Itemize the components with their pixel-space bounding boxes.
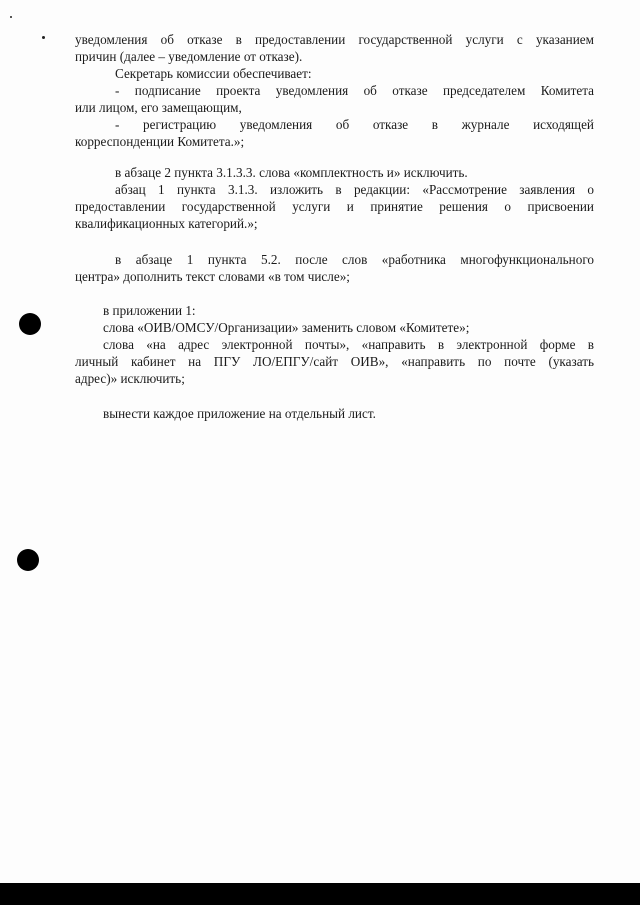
scan-bottom-edge — [0, 883, 640, 905]
punch-hole-bottom — [17, 549, 39, 571]
punch-hole-top — [19, 313, 41, 335]
paragraph-block-2 — [75, 164, 594, 232]
text-line: слова «на адрес электронной почты», «направить в электронной форме в — [103, 337, 594, 352]
text-line: в приложении 1: — [103, 303, 196, 318]
text-line: - регистрацию уведомления об отказе в журнале исходящей — [115, 117, 594, 132]
text-line: вынести каждое приложение на отдельный лист. — [103, 406, 376, 421]
paragraph-block-3 — [75, 251, 594, 285]
text-line: центра» дополнить текст словами «в том числе»; — [75, 269, 350, 284]
text-line: причин (далее – уведомление от отказе). — [75, 49, 303, 64]
text-line: - подписание проекта уведомления об отказе председателем Комитета — [115, 83, 594, 98]
text-line: слова «ОИВ/ОМСУ/Организации» заменить словом «Комитете»; — [103, 320, 470, 335]
text-line: уведомления об отказе в предоставлении государственной услуги с указанием — [75, 32, 594, 47]
text-line: в абзаце 2 пункта 3.1.3.3. слова «комплектность и» исключить. — [115, 165, 468, 180]
scan-speck — [42, 36, 45, 39]
text-line: личный кабинет на ПГУ ЛО/ЕПГУ/сайт ОИВ», «направить по почте (указать — [75, 354, 594, 369]
paragraph-block-4 — [75, 302, 594, 387]
paragraph-block-5 — [75, 405, 594, 422]
paragraph-block-1 — [75, 31, 594, 150]
text-line: в абзаце 1 пункта 5.2. после слов «работника многофункционального — [115, 252, 594, 267]
scan-speck — [10, 16, 12, 18]
text-line: предоставлении государственной услуги и принятие решения о присвоении — [75, 199, 594, 214]
text-line: квалификационных категорий.»; — [75, 216, 258, 231]
text-line: адрес)» исключить; — [75, 371, 185, 386]
text-line: или лицом, его замещающим, — [75, 100, 242, 115]
text-line: абзац 1 пункта 3.1.3. изложить в редакции: «Рассмотрение заявления о — [115, 182, 594, 197]
text-line: Секретарь комиссии обеспечивает: — [115, 66, 312, 81]
text-line: корреспонденции Комитета.»; — [75, 134, 245, 149]
